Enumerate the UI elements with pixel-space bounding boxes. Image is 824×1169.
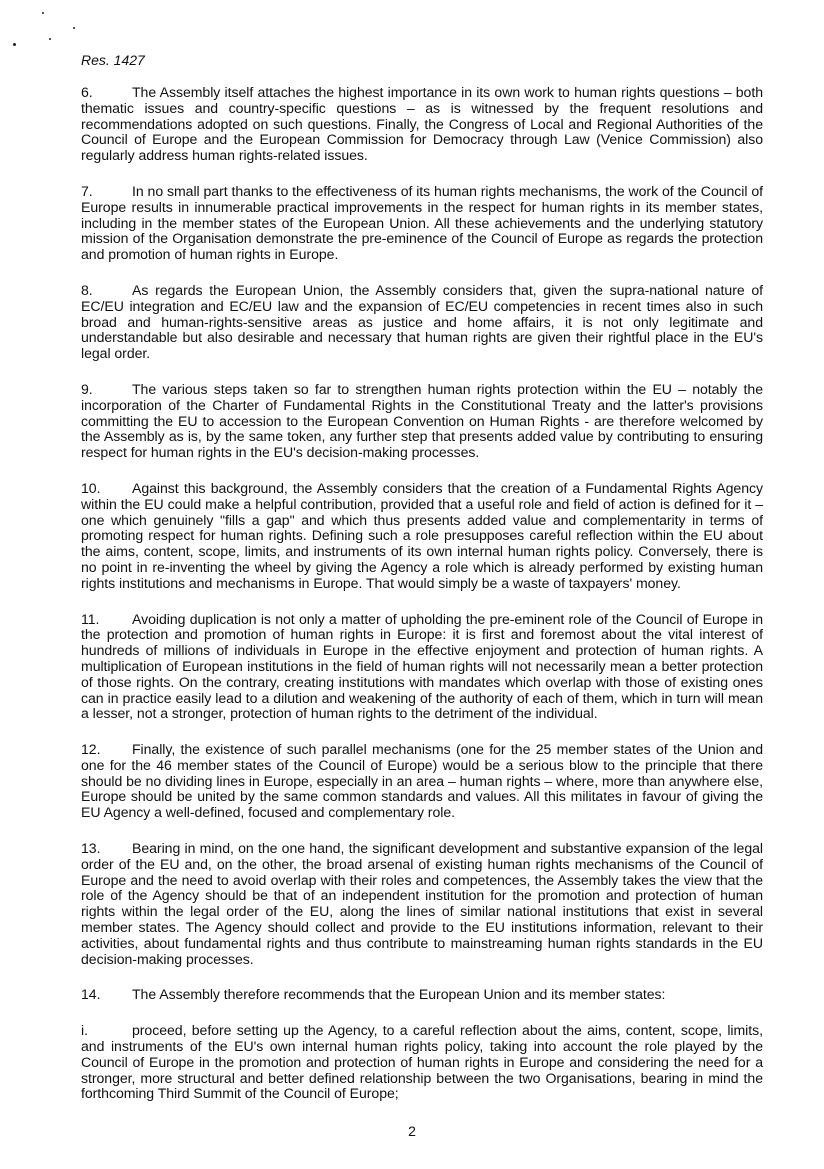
paragraph-text: The various steps taken so far to strengthen human rights protection within the EU – notably the incorporation of the Charter of Fundamental Rights in the Constitutional Treaty and the latter's provisions committing the EU to accession to the European Convention on Human Rights - are therefore welcomed by the Assembly as is, by the same token, any further step that presents added value by contributing to ensuring respect for human rights in the EU's decision-making processes.: [81, 380, 763, 461]
paragraph-number: 6.: [81, 84, 93, 100]
paragraph-14: [81, 987, 763, 1003]
paragraph-11: [81, 612, 763, 723]
paragraph-7: [81, 184, 763, 263]
paragraph-text: Avoiding duplication is not only a matter of upholding the pre-eminent role of the Council of Europe in the protection and promotion of human rights in Europe: it is first and foremost about the vital interest of hundreds of millions of individuals in Europe in the effective enjoyment and protection of human rights. A multiplication of European institutions in the field of human rights will not necessarily mean a better protection of those rights. On the contrary, creating institutions with mandates which overlap with those of existing ones can in practice easily lead to a dilution and weakening of the authority of each of them, which in turn will mean a lesser, not a stronger, protection of human rights to the detriment of the individual.: [81, 610, 763, 722]
paragraph-number: i.: [81, 1022, 88, 1039]
paragraph-text: As regards the European Union, the Assembly considers that, given the supra-national nature of EC/EU integration and EC/EU law and the expansion of EC/EU competencies in recent times also in such broad and human-rights-sensitive areas as justice and home affairs, it is not only legitimate and understandable but also desirable and necessary that human rights are given their rightful place in the EU's legal order.: [81, 281, 763, 362]
paragraph-13: [81, 841, 763, 967]
paragraph-number: 14.: [81, 986, 101, 1003]
paragraph-text: Against this background, the Assembly considers that the creation of a Fundamental Rights Agency within the EU could make a helpful contribution, provided that a useful role and field of action is defined for it – one which genuinely "fills a gap" and which thus presents added value and complementarity in terms of promoting respect for human rights. Defining such a role presupposes careful reflection within the EU about the aims, content, scope, limits, and instruments of its own internal human rights policy. Conversely, there is no point in re-inventing the wheel by giving the Agency a role which is already performed by existing human rights institutions and mechanisms in Europe. That would simply be a waste of taxpayers' money.: [81, 479, 763, 591]
paragraph-text: Bearing in mind, on the one hand, the significant development and substantive expansion of the legal order of the EU and, on the other, the broad arsenal of existing human rights mechanisms of the Council of Europe and the need to avoid overlap with their roles and competences, the Assembly takes the view that the role of the Agency should be that of an independent institution for the promotion and protection of human rights within the legal order of the EU, along the lines of similar national institutions that exist in several member states. The Agency should collect and provide to the EU institutions information, relevant to their activities, about fundamental rights and thus contribute to mainstreaming human rights standards in the EU decision-making processes.: [81, 840, 763, 967]
document-reference: Res. 1427: [81, 52, 145, 68]
paragraph-10: [81, 481, 763, 592]
paragraph-text: The Assembly therefore recommends that the European Union and its member states:: [132, 986, 666, 1003]
paragraph-text: In no small part thanks to the effectiveness of its human rights mechanisms, the work of the Council of Europe results in innumerable practical improvements in the respect for human rights in its member states, including in the member states of the European Union. All these achievements and the underlying statutory mission of the Organisation demonstrate the pre-eminence of the Council of Europe as regards the protection and promotion of human rights in Europe.: [81, 182, 763, 263]
scan-speck: [13, 43, 16, 46]
page-number: 2: [408, 1123, 416, 1139]
scan-speck: [49, 38, 51, 40]
paragraph-14-i: [81, 1023, 763, 1102]
scan-speck: [73, 27, 75, 29]
document-body: [81, 85, 763, 1122]
paragraph-9: [81, 382, 763, 461]
paragraph-number: 12.: [81, 741, 101, 758]
paragraph-text: The Assembly itself attaches the highest importance in its own work to human rights questions – both thematic issues and country-specific questions – as is witnessed by the frequent resolutions and recommendations adopted on such questions. Finally, the Congress of Local and Regional Authorities of the Council of Europe and the European Commission for Democracy through Law (Venice Commission) also regularly address human rights-related issues.: [81, 84, 763, 164]
paragraph-12: [81, 742, 763, 821]
paragraph-6: [81, 85, 763, 164]
paragraph-number: 8.: [81, 281, 93, 298]
paragraph-8: [81, 283, 763, 362]
scan-speck: [42, 12, 44, 14]
paragraph-number: 13.: [81, 840, 101, 857]
paragraph-number: 7.: [81, 182, 93, 199]
paragraph-number: 11.: [81, 610, 100, 627]
paragraph-text: Finally, the existence of such parallel mechanisms (one for the 25 member states of the Union and one for the 46 member states of the Council of Europe) would be a serious blow to the principle that there should be no dividing lines in Europe, especially in an area – human rights – where, more than anywhere else, Europe should be united by the same common standards and values. All this militates in favour of giving the EU Agency a well-defined, focused and complementary role.: [81, 741, 763, 821]
paragraph-number: 10.: [81, 479, 101, 496]
paragraph-number: 9.: [81, 380, 93, 397]
paragraph-text: proceed, before setting up the Agency, to a careful reflection about the aims, content, scope, limits, and instruments of the EU's own internal human rights policy, taking into account the role played by the Council of Europe in the promotion and protection of human rights in Europe and considering the need for a stronger, more structural and better defined relationship between the two Organisations, bearing in mind the forthcoming Third Summit of the Council of Europe;: [81, 1022, 763, 1102]
